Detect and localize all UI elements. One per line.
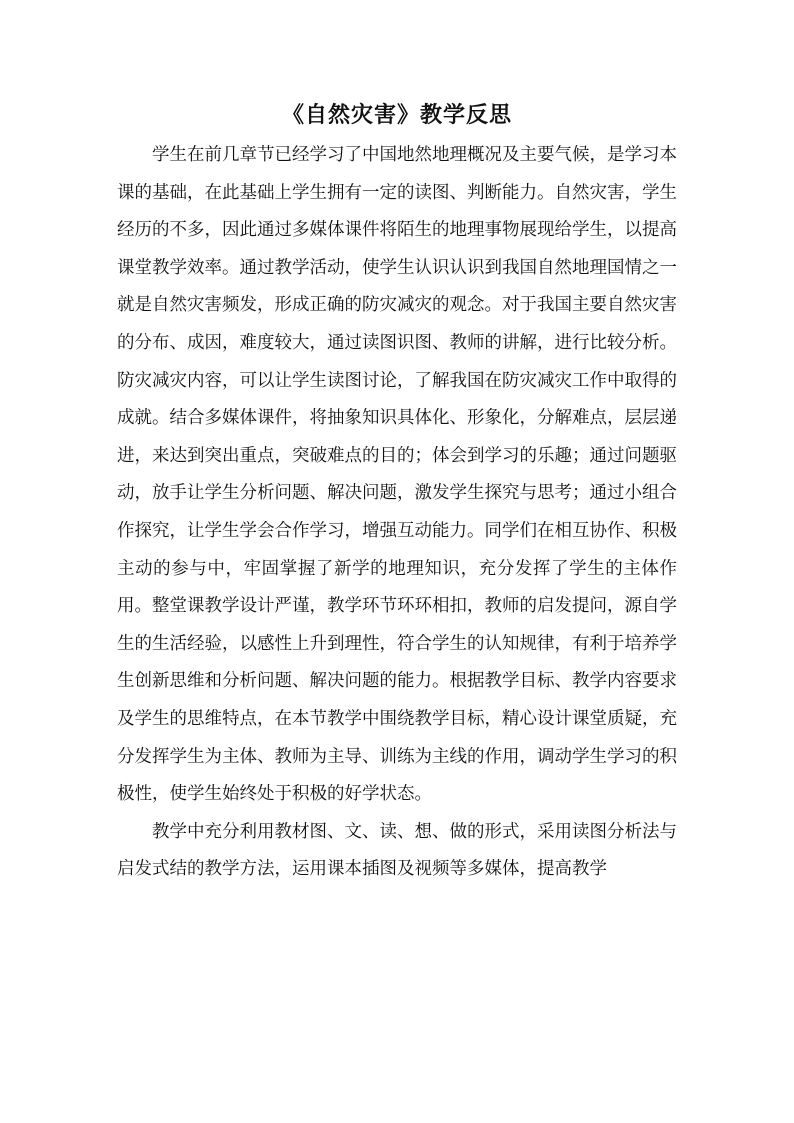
document-title: 《自然灾害》教学反思 (281, 102, 512, 128)
paragraph-2: 教学中充分利用教材图、文、读、想、做的形式，采用读图分析法与启发式结的教学方法，运用课本插图及视频等多媒体，提高教学 (117, 821, 677, 880)
paragraph-1: 学生在前几章节已经学习了中国地然地理概况及主要气候，是学习本课的基础，在此基础上学生拥有一定的读图、判断能力。自然灾害，学生经历的不多，因此通过多媒体课件将陌生的地理事物展现给学生，以提高课堂教学效率。通过教学活动，使学生认识认识到我国自然地理国情之一就是自然灾害频发，形成正确的防灾减灾的观念。对于我国主要自然灾害的分布、成因，难度较大，通过读图识图、教师的讲解，进行比较分析。防灾减灾内容，可以让学生读图讨论，了解我国在防灾减灾工作中取得的成就。结合多媒体课件，将抽象知识具体化、形象化，分解难点，层层递进，来达到突出重点，突破难点的目的；体会到学习的乐趣；通过问题驱动，放手让学生分析问题、解决问题，激发学生探究与思考；通过小组合作探究，让学生学会合作学习，增强互动能力。同学们在相互协作、积极主动的参与中，牢固掌握了新学的地理知识，充分发挥了学生的主体作用。整堂课教学设计严谨，教学环节环环相扣，教师的启发提问，源自学生的生活经验，以感性上升到理性，符合学生的认知规律，有利于培养学生创新思维和分析问题、解决问题的能力。根据教学目标、教学内容要求及学生的思维特点，在本节教学中围绕教学目标，精心设计课堂质疑，充分发挥学生为主体、教师为主导、训练为主线的作用，调动学生学习的积极性，使学生始终处于积极的好学状态。 (117, 145, 677, 805)
document-body (117, 137, 677, 889)
